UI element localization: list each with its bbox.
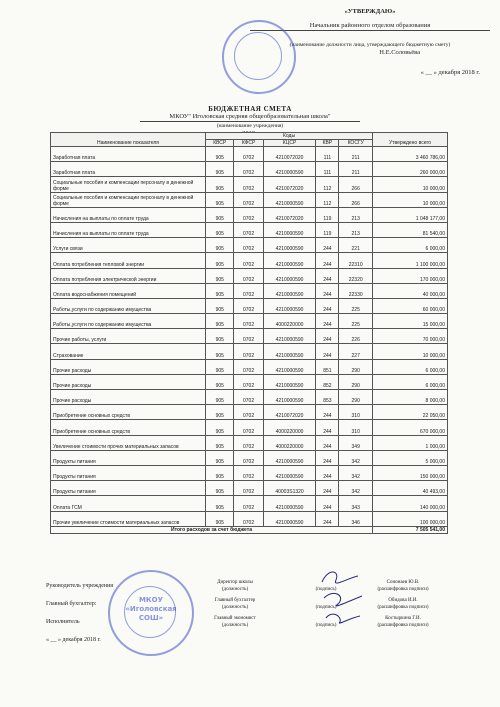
row-kvr: 244 xyxy=(316,268,339,283)
header-kvr: КВР xyxy=(316,140,339,147)
budget-row xyxy=(51,329,448,344)
institution-name: МКОУ" Иголовская средняя общеобразовательная школа" xyxy=(140,113,360,122)
row-kfsr: 0702 xyxy=(234,162,263,177)
signature-position: Директор школы xyxy=(217,580,253,585)
row-kfsr: 0702 xyxy=(234,177,263,192)
row-name: Прочие увеличение стоимости материальных запасов xyxy=(51,511,206,526)
row-amount: 140 000,00 xyxy=(373,496,448,511)
row-kosgu: 266 xyxy=(339,192,373,207)
budget-row xyxy=(51,162,448,177)
row-kosgu: 290 xyxy=(339,374,373,389)
budget-row xyxy=(51,390,448,405)
row-kvsr: 905 xyxy=(206,162,234,177)
row-kfsr: 0702 xyxy=(234,511,263,526)
row-kosgu: 211 xyxy=(339,162,373,177)
row-amount: 40 493,00 xyxy=(373,481,448,496)
row-kfsr: 0702 xyxy=(234,283,263,298)
row-kosgu: 226 xyxy=(339,329,373,344)
seal-text xyxy=(110,596,192,623)
row-name: Страхование xyxy=(51,344,206,359)
signature-label: Исполнитель xyxy=(46,619,80,625)
budget-row xyxy=(51,420,448,435)
row-kfsr: 0702 xyxy=(234,481,263,496)
row-kvr: 853 xyxy=(316,390,339,405)
row-kfsr: 0702 xyxy=(234,496,263,511)
row-kvr: 244 xyxy=(316,405,339,420)
row-amount: 6 000,00 xyxy=(373,359,448,374)
header-name: Наименование показателя xyxy=(51,133,206,147)
row-kcsr: 4000220000 xyxy=(263,314,316,329)
row-name: Продукты питания xyxy=(51,481,206,496)
row-kcsr: 4210000590 xyxy=(263,374,316,389)
row-kcsr: 4210000590 xyxy=(263,162,316,177)
budget-row xyxy=(51,222,448,237)
budget-row xyxy=(51,435,448,450)
row-name: Работы,услуги по содержанию имущества xyxy=(51,314,206,329)
seal-stamp-top xyxy=(222,20,296,94)
row-kcsr: 4210072020 xyxy=(263,177,316,192)
budget-table xyxy=(50,132,448,534)
total-value: 7 505 541,00 xyxy=(373,526,448,533)
row-name: Начисления на выплаты по оплате труда xyxy=(51,222,206,237)
row-kfsr: 0702 xyxy=(234,344,263,359)
row-kcsr: 4210000590 xyxy=(263,359,316,374)
row-kfsr: 0702 xyxy=(234,222,263,237)
document-title: БЮДЖЕТНАЯ СМЕТА xyxy=(208,105,292,113)
row-kcsr: 40003S1320 xyxy=(263,481,316,496)
row-amount: 6 000,00 xyxy=(373,374,448,389)
row-kcsr: 4210000590 xyxy=(263,390,316,405)
row-name: Социальные пособия и компенсации персоналу в денежной форме xyxy=(51,177,206,192)
signature-label: Главный бухгалтер: xyxy=(46,601,97,607)
row-kosgu: 22320 xyxy=(339,268,373,283)
row-kfsr: 0702 xyxy=(234,405,263,420)
row-kfsr: 0702 xyxy=(234,268,263,283)
budget-row xyxy=(51,253,448,268)
row-kcsr: 4210000590 xyxy=(263,450,316,465)
row-kvr: 244 xyxy=(316,253,339,268)
row-kosgu: 342 xyxy=(339,481,373,496)
row-amount: 81 540,00 xyxy=(373,222,448,237)
row-kvr: 111 xyxy=(316,147,339,162)
row-kvr: 244 xyxy=(316,329,339,344)
approval-date: « __ » декабря 2018 г. xyxy=(420,69,480,76)
signature-sign-caption: (подпись) xyxy=(315,605,337,610)
row-kcsr: 4210000590 xyxy=(263,496,316,511)
row-amount: 150 000,00 xyxy=(373,465,448,480)
budget-row xyxy=(51,481,448,496)
row-kvr: 244 xyxy=(316,238,339,253)
signature-sign-caption: (подпись) xyxy=(315,587,337,592)
budget-row xyxy=(51,450,448,465)
row-amount: 1 100 000,00 xyxy=(373,253,448,268)
budget-row xyxy=(51,238,448,253)
row-kcsr: 4210072020 xyxy=(263,207,316,222)
row-kosgu: 342 xyxy=(339,465,373,480)
row-kvsr: 905 xyxy=(206,253,234,268)
row-kfsr: 0702 xyxy=(234,147,263,162)
budget-row xyxy=(51,405,448,420)
row-kfsr: 0702 xyxy=(234,329,263,344)
budget-row xyxy=(51,177,448,192)
budget-row xyxy=(51,314,448,329)
row-kvr: 112 xyxy=(316,192,339,207)
budget-row xyxy=(51,283,448,298)
budget-row xyxy=(51,268,448,283)
row-kosgu: 349 xyxy=(339,435,373,450)
row-kvsr: 905 xyxy=(206,420,234,435)
row-name: Услуги связи xyxy=(51,238,206,253)
row-amount: 10 000,00 xyxy=(373,344,448,359)
row-kfsr: 0702 xyxy=(234,298,263,313)
row-kvr: 111 xyxy=(316,162,339,177)
row-kvsr: 905 xyxy=(206,374,234,389)
row-amount: 70 000,00 xyxy=(373,329,448,344)
budget-row xyxy=(51,359,448,374)
approval-person: Н.Е.Соловьёва xyxy=(379,49,420,56)
seal-line-3: СОШ» xyxy=(138,614,164,622)
row-name: Прочие расходы xyxy=(51,374,206,389)
row-kcsr: 4210000590 xyxy=(263,268,316,283)
row-kvr: 244 xyxy=(316,465,339,480)
row-kcsr: 4210000590 xyxy=(263,329,316,344)
approval-caption: (наименование должности лица, утверждающего бюджетную смету) xyxy=(289,42,451,48)
row-amount: 1 000,00 xyxy=(373,435,448,450)
row-kvsr: 905 xyxy=(206,390,234,405)
total-label: Итого расходов за счет бюджета xyxy=(51,526,373,533)
signature-stroke-accountant xyxy=(324,593,362,606)
row-kvr: 244 xyxy=(316,511,339,526)
row-name: Работы,услуги по содержанию имущества xyxy=(51,298,206,313)
header-kvsr: КВСР xyxy=(206,140,234,147)
row-kvsr: 905 xyxy=(206,314,234,329)
row-name: Заработная плата xyxy=(51,147,206,162)
signature-position: Главный экономист xyxy=(214,616,256,621)
row-amount: 10 000,00 xyxy=(373,177,448,192)
row-kcsr: 4210000590 xyxy=(263,192,316,207)
row-kosgu: 266 xyxy=(339,177,373,192)
budget-table-body xyxy=(51,147,448,527)
row-kvr: 244 xyxy=(316,450,339,465)
row-kfsr: 0702 xyxy=(234,359,263,374)
row-kvsr: 905 xyxy=(206,147,234,162)
row-kosgu: 310 xyxy=(339,420,373,435)
row-amount: 5 000,00 xyxy=(373,450,448,465)
row-kvr: 244 xyxy=(316,481,339,496)
row-kcsr: 4210000590 xyxy=(263,511,316,526)
row-kosgu: 22310 xyxy=(339,253,373,268)
signature-name-caption: (расшифровка подписи) xyxy=(377,623,429,628)
row-kfsr: 0702 xyxy=(234,435,263,450)
row-kcsr: 4210000590 xyxy=(263,283,316,298)
budget-row xyxy=(51,298,448,313)
row-kcsr: 4210000590 xyxy=(263,222,316,237)
row-kvsr: 905 xyxy=(206,435,234,450)
row-kvr: 851 xyxy=(316,359,339,374)
row-kcsr: 4210000590 xyxy=(263,298,316,313)
row-kvr: 244 xyxy=(316,283,339,298)
row-name: Приобретение основных средств xyxy=(51,405,206,420)
row-kvsr: 905 xyxy=(206,465,234,480)
institution-caption: (наименование учреждения) xyxy=(216,123,284,129)
row-kfsr: 0702 xyxy=(234,390,263,405)
row-amount: 40 000,00 xyxy=(373,283,448,298)
approval-header: «УТВЕРЖДАЮ» xyxy=(344,8,396,15)
approval-position: Начальник районного отделом образования xyxy=(250,22,490,31)
row-kosgu: 290 xyxy=(339,359,373,374)
signature-position-caption: (должность) xyxy=(221,623,249,628)
signature-position-caption: (должность) xyxy=(221,587,249,592)
row-amount: 60 000,00 xyxy=(373,298,448,313)
row-kvr: 244 xyxy=(316,344,339,359)
row-kvsr: 905 xyxy=(206,481,234,496)
budget-row xyxy=(51,511,448,526)
row-name: Оплата потребления тепловой энергии xyxy=(51,253,206,268)
signature-stroke-director xyxy=(322,572,358,583)
row-kvr: 244 xyxy=(316,314,339,329)
budget-row xyxy=(51,496,448,511)
row-kfsr: 0702 xyxy=(234,420,263,435)
row-kvsr: 905 xyxy=(206,192,234,207)
footer-date: « __ » декабря 2018 г. xyxy=(46,637,101,643)
row-name: Оплата потребления электрической энергии xyxy=(51,268,206,283)
handwritten-signatures xyxy=(318,566,368,628)
row-kosgu: 221 xyxy=(339,238,373,253)
row-name: Оплата ГСМ xyxy=(51,496,206,511)
row-kosgu: 342 xyxy=(339,450,373,465)
row-kfsr: 0702 xyxy=(234,450,263,465)
header-codes: Коды xyxy=(206,133,373,140)
seal-stamp-bottom xyxy=(108,570,194,656)
signature-sign-caption: (подпись) xyxy=(315,623,337,628)
row-kvsr: 905 xyxy=(206,450,234,465)
row-kosgu: 227 xyxy=(339,344,373,359)
header-total: Утверждено всего xyxy=(373,133,448,147)
signature-name: Костыркина Г.И. xyxy=(385,616,421,621)
row-kfsr: 0702 xyxy=(234,238,263,253)
row-kosgu: 213 xyxy=(339,222,373,237)
row-amount: 15 000,00 xyxy=(373,314,448,329)
row-name: Продукты питания xyxy=(51,450,206,465)
row-amount: 260 000,00 xyxy=(373,162,448,177)
row-kvsr: 905 xyxy=(206,177,234,192)
budget-row xyxy=(51,192,448,207)
row-kcsr: 4210072020 xyxy=(263,147,316,162)
row-amount: 100 000,00 xyxy=(373,511,448,526)
row-name: Оплата водоснабжения помещений xyxy=(51,283,206,298)
header-kosgu: КОСГУ xyxy=(339,140,373,147)
row-kosgu: 290 xyxy=(339,390,373,405)
row-kvsr: 905 xyxy=(206,207,234,222)
row-kcsr: 4000220000 xyxy=(263,435,316,450)
row-amount: 670 000,00 xyxy=(373,420,448,435)
row-kvsr: 905 xyxy=(206,283,234,298)
row-kvsr: 905 xyxy=(206,496,234,511)
seal-line-1: МКОУ xyxy=(138,596,164,604)
signature-name-caption: (расшифровка подписи) xyxy=(377,605,429,610)
row-kfsr: 0702 xyxy=(234,207,263,222)
row-kvsr: 905 xyxy=(206,405,234,420)
budget-row xyxy=(51,374,448,389)
row-kfsr: 0702 xyxy=(234,465,263,480)
header-kfsr: КФСР xyxy=(234,140,263,147)
row-kvr: 119 xyxy=(316,222,339,237)
row-kosgu: 213 xyxy=(339,207,373,222)
signature-name-caption: (расшифровка подписи) xyxy=(377,587,429,592)
row-kcsr: 4210072020 xyxy=(263,405,316,420)
row-kvr: 119 xyxy=(316,207,339,222)
row-kvr: 244 xyxy=(316,496,339,511)
total-row xyxy=(51,526,448,533)
budget-row xyxy=(51,465,448,480)
row-kvsr: 905 xyxy=(206,344,234,359)
row-kvsr: 905 xyxy=(206,511,234,526)
row-kosgu: 310 xyxy=(339,405,373,420)
row-amount: 1 048 177,00 xyxy=(373,207,448,222)
row-kvsr: 905 xyxy=(206,238,234,253)
row-amount: 170 000,00 xyxy=(373,268,448,283)
row-name: Прочие расходы xyxy=(51,390,206,405)
row-kvr: 244 xyxy=(316,298,339,313)
row-kosgu: 225 xyxy=(339,298,373,313)
row-kvsr: 905 xyxy=(206,359,234,374)
row-kosgu: 346 xyxy=(339,511,373,526)
row-kvsr: 905 xyxy=(206,329,234,344)
row-kvr: 852 xyxy=(316,374,339,389)
signature-label: Руководитель учреждения xyxy=(46,583,114,589)
budget-row xyxy=(51,207,448,222)
row-amount: 8 000,00 xyxy=(373,390,448,405)
row-name: Продукты питания xyxy=(51,465,206,480)
row-name: Приобретение основных средств xyxy=(51,420,206,435)
row-kosgu: 22330 xyxy=(339,283,373,298)
row-kvr: 244 xyxy=(316,420,339,435)
signature-name: Сононаев Ю.В. xyxy=(386,580,420,585)
row-amount: 3 460 786,00 xyxy=(373,147,448,162)
seal-inner-ring xyxy=(234,32,282,80)
row-amount: 10 000,00 xyxy=(373,192,448,207)
row-name: Прочие расходы xyxy=(51,359,206,374)
row-kvsr: 905 xyxy=(206,298,234,313)
row-kfsr: 0702 xyxy=(234,192,263,207)
row-kfsr: 0702 xyxy=(234,314,263,329)
row-name: Увеличение стоимости прочих материальных запасов xyxy=(51,435,206,450)
row-amount: 22 050,00 xyxy=(373,405,448,420)
row-kvr: 244 xyxy=(316,435,339,450)
row-kfsr: 0702 xyxy=(234,253,263,268)
row-kvsr: 905 xyxy=(206,268,234,283)
row-name: Начисления на выплаты по оплате труда xyxy=(51,207,206,222)
signature-position-caption: (должность) xyxy=(221,605,249,610)
row-kosgu: 343 xyxy=(339,496,373,511)
row-name: Прочие работы, услуги xyxy=(51,329,206,344)
signature-stroke-executor xyxy=(326,614,360,623)
row-kcsr: 4210000590 xyxy=(263,253,316,268)
row-kcsr: 4210000590 xyxy=(263,465,316,480)
row-kvr: 112 xyxy=(316,177,339,192)
signature-name: Обидова И.И. xyxy=(388,598,418,603)
header-kcsr: КЦСР xyxy=(263,140,316,147)
row-kcsr: 4000220000 xyxy=(263,420,316,435)
row-name: Заработная плата xyxy=(51,162,206,177)
row-kosgu: 225 xyxy=(339,314,373,329)
budget-row xyxy=(51,147,448,162)
budget-row xyxy=(51,344,448,359)
row-amount: 6 000,00 xyxy=(373,238,448,253)
row-kcsr: 4210000590 xyxy=(263,238,316,253)
row-kosgu: 211 xyxy=(339,147,373,162)
row-kcsr: 4210000590 xyxy=(263,344,316,359)
row-kfsr: 0702 xyxy=(234,374,263,389)
signature-position: Главный бухгалтер xyxy=(214,598,256,603)
seal-line-2: «Иголовская xyxy=(125,605,177,613)
row-name: Социальные пособия и компенсации персоналу в денежной форме xyxy=(51,192,206,207)
row-kvsr: 905 xyxy=(206,222,234,237)
